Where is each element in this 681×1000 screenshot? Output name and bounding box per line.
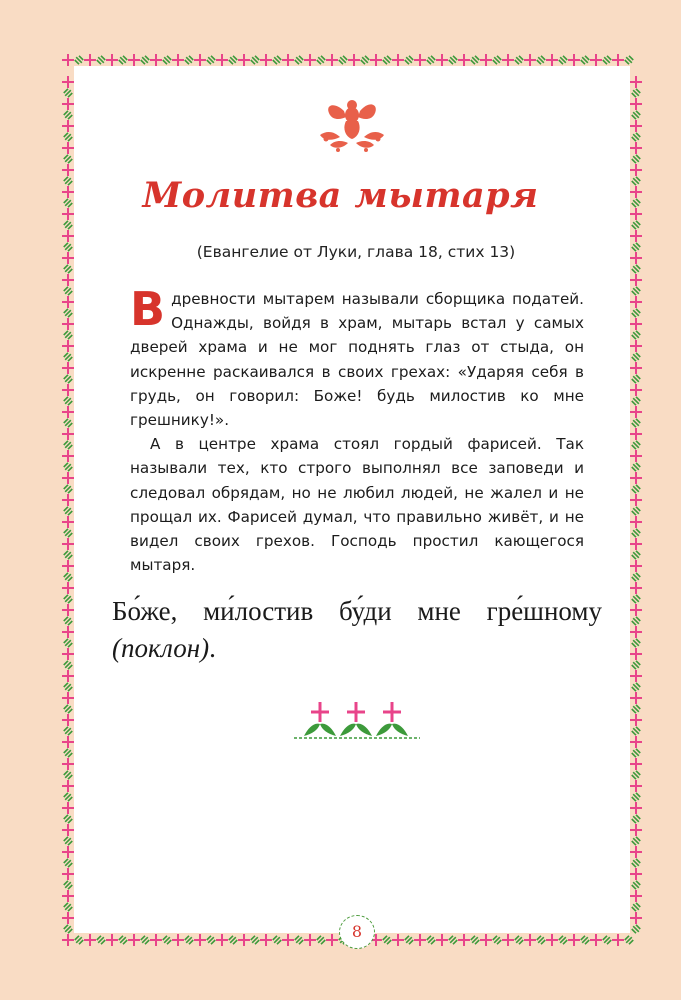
border-flower — [630, 120, 642, 132]
border-flower — [62, 76, 74, 88]
border-flower — [62, 670, 74, 682]
border-flower — [348, 54, 360, 66]
border-flower — [106, 54, 118, 66]
border-flower — [630, 428, 642, 440]
border-leaf — [63, 550, 73, 560]
border-flower — [62, 384, 74, 396]
border-flower — [84, 54, 96, 66]
border-leaf — [63, 638, 73, 648]
border-flower — [84, 934, 96, 946]
border-flower — [630, 868, 642, 880]
border-flower — [260, 54, 272, 66]
border-flower — [62, 846, 74, 858]
border-leaf — [558, 935, 568, 945]
border-leaf — [63, 132, 73, 142]
prayer-text: Бо́же, ми́лостив бу́ди мне гре́шному — [112, 596, 602, 626]
border-flower — [62, 736, 74, 748]
border-leaf — [631, 374, 641, 384]
border-flower — [62, 582, 74, 594]
border-flower — [62, 626, 74, 638]
border-leaf — [631, 132, 641, 142]
border-leaf — [63, 286, 73, 296]
border-flower — [62, 406, 74, 418]
border-leaf — [228, 935, 238, 945]
border-flower — [238, 54, 250, 66]
border-leaf — [624, 935, 634, 945]
border-leaf — [631, 220, 641, 230]
border-flower — [630, 98, 642, 110]
border-flower — [304, 934, 316, 946]
border-leaf — [631, 638, 641, 648]
border-flower — [414, 54, 426, 66]
border-leaf — [470, 935, 480, 945]
border-leaf — [63, 704, 73, 714]
border-flower — [62, 780, 74, 792]
border-flower — [590, 934, 602, 946]
border-leaf — [492, 55, 502, 65]
border-flower — [630, 274, 642, 286]
border-leaf — [184, 55, 194, 65]
border-leaf — [631, 440, 641, 450]
border-flower — [194, 934, 206, 946]
border-flower — [62, 560, 74, 572]
border-leaf — [338, 55, 348, 65]
border-flower — [62, 890, 74, 902]
border-flower — [480, 934, 492, 946]
border-leaf — [631, 506, 641, 516]
paragraph-2: А в центре храма стоял гордый фарисей. Так называли тех, кто строго выполнял все заповеди и следовал обрядам, но не любил людей, не жалел и не прощал их. Фарисей думал, что правильно живёт, и не видел своих грехов. Господь простил кающегося мытаря. — [130, 435, 584, 575]
border-leaf — [63, 110, 73, 120]
border-leaf — [631, 396, 641, 406]
border-flower — [62, 714, 74, 726]
border-flower — [62, 538, 74, 550]
border-leaf — [631, 594, 641, 604]
border-leaf — [184, 935, 194, 945]
border-flower — [458, 54, 470, 66]
border-flower — [630, 384, 642, 396]
border-flower — [260, 934, 272, 946]
border-leaf — [631, 836, 641, 846]
border-flower — [630, 780, 642, 792]
border-leaf — [140, 55, 150, 65]
border-leaf — [448, 55, 458, 65]
border-leaf — [631, 814, 641, 824]
border-leaf — [536, 55, 546, 65]
border-flower — [612, 54, 624, 66]
border-leaf — [63, 836, 73, 846]
border-leaf — [631, 660, 641, 670]
border-leaf — [206, 935, 216, 945]
border-flower — [62, 868, 74, 880]
border-leaf — [63, 88, 73, 98]
border-leaf — [63, 440, 73, 450]
border-leaf — [63, 528, 73, 538]
border-leaf — [404, 935, 414, 945]
border-flower — [62, 472, 74, 484]
border-flower — [630, 846, 642, 858]
drop-cap: В — [130, 282, 166, 336]
border-leaf — [63, 484, 73, 494]
border-leaf — [631, 352, 641, 362]
border-flower — [502, 934, 514, 946]
prayer-note: (поклон) — [112, 633, 210, 663]
border-leaf — [448, 935, 458, 945]
border-leaf — [63, 308, 73, 318]
border-leaf — [63, 660, 73, 670]
border-flower — [128, 934, 140, 946]
border-flower — [62, 604, 74, 616]
paragraph-1 — [130, 282, 584, 432]
border-flower — [458, 934, 470, 946]
border-leaf — [63, 858, 73, 868]
border-flower — [62, 296, 74, 308]
border-flower — [370, 54, 382, 66]
border-leaf — [63, 616, 73, 626]
border-flower — [62, 142, 74, 154]
border-leaf — [580, 55, 590, 65]
border-leaf — [63, 352, 73, 362]
border-leaf — [63, 374, 73, 384]
border-flower — [62, 494, 74, 506]
border-leaf — [63, 902, 73, 912]
border-leaf — [63, 506, 73, 516]
border-flower — [62, 362, 74, 374]
border-flower — [630, 670, 642, 682]
border-flower — [630, 582, 642, 594]
border-flower — [282, 54, 294, 66]
border-flower — [630, 450, 642, 462]
border-leaf — [514, 55, 524, 65]
border-leaf — [404, 55, 414, 65]
border-flower — [326, 54, 338, 66]
border-flower — [172, 934, 184, 946]
border-flower — [436, 934, 448, 946]
border-leaf — [316, 935, 326, 945]
border-leaf — [631, 154, 641, 164]
border-flower — [62, 120, 74, 132]
border-leaf — [272, 935, 282, 945]
border-flower — [630, 516, 642, 528]
border-leaf — [118, 55, 128, 65]
border-leaf — [631, 418, 641, 428]
border-leaf — [63, 462, 73, 472]
border-flower — [62, 824, 74, 836]
border-leaf — [631, 88, 641, 98]
border-flower — [62, 758, 74, 770]
border-flower — [172, 54, 184, 66]
border-leaf — [558, 55, 568, 65]
border-flower — [630, 912, 642, 924]
border-leaf — [631, 264, 641, 274]
border-leaf — [360, 55, 370, 65]
page-number: 8 — [339, 915, 375, 949]
border-flower — [194, 54, 206, 66]
border-flower — [238, 934, 250, 946]
border-flower — [150, 934, 162, 946]
border-leaf — [631, 308, 641, 318]
border-leaf — [74, 935, 84, 945]
border-flower — [630, 494, 642, 506]
border-flower — [414, 934, 426, 946]
border-flower — [630, 538, 642, 550]
border-leaf — [382, 55, 392, 65]
border-flower — [436, 54, 448, 66]
border-flower — [630, 362, 642, 374]
border-leaf — [631, 704, 641, 714]
border-leaf — [631, 682, 641, 692]
border-leaf — [63, 220, 73, 230]
border-leaf — [382, 935, 392, 945]
prayer-end: . — [209, 633, 216, 663]
border-leaf — [63, 880, 73, 890]
border-flower — [62, 428, 74, 440]
border-leaf — [118, 935, 128, 945]
border-flower — [546, 54, 558, 66]
border-flower — [630, 230, 642, 242]
border-flower — [62, 802, 74, 814]
border-flower — [630, 626, 642, 638]
border-flower — [546, 934, 558, 946]
border-leaf — [426, 935, 436, 945]
border-flower — [326, 934, 338, 946]
paragraph-1-text: древности мытарем называли сборщика податей. Однажды, войдя в храм, мытарь встал у самых дверей храма и не мог поднять глаз от стыда, он искренне раскаивался в своих грехах: «Ударяя себя в грудь, он говорил: Боже! будь милостив ко мне грешнику!». — [130, 290, 584, 430]
border-flower — [62, 274, 74, 286]
angel-ornament-icon — [316, 95, 388, 155]
border-flower — [150, 54, 162, 66]
border-leaf — [140, 935, 150, 945]
border-leaf — [294, 55, 304, 65]
border-flower — [630, 604, 642, 616]
scripture-reference: (Евангелие от Луки, глава 18, стих 13) — [196, 243, 516, 261]
border-leaf — [63, 682, 73, 692]
border-flower — [524, 54, 536, 66]
border-leaf — [96, 55, 106, 65]
border-flower — [630, 714, 642, 726]
border-flower — [630, 406, 642, 418]
border-flower — [630, 890, 642, 902]
border-flower — [128, 54, 140, 66]
border-flower — [630, 802, 642, 814]
border-flower — [62, 692, 74, 704]
border-leaf — [631, 550, 641, 560]
border-leaf — [162, 55, 172, 65]
border-leaf — [624, 55, 634, 65]
border-flower — [62, 648, 74, 660]
border-leaf — [272, 55, 282, 65]
border-leaf — [631, 616, 641, 626]
border-flower — [524, 934, 536, 946]
border-leaf — [602, 935, 612, 945]
border-flower — [62, 230, 74, 242]
border-leaf — [228, 55, 238, 65]
border-leaf — [631, 528, 641, 538]
border-leaf — [63, 264, 73, 274]
border-flower — [630, 824, 642, 836]
border-leaf — [63, 792, 73, 802]
border-leaf — [492, 935, 502, 945]
border-leaf — [250, 55, 260, 65]
border-leaf — [631, 880, 641, 890]
border-flower — [612, 934, 624, 946]
border-flower — [392, 934, 404, 946]
three-flowers-icon — [292, 700, 422, 742]
border-flower — [590, 54, 602, 66]
border-flower — [630, 648, 642, 660]
border-flower — [62, 516, 74, 528]
border-leaf — [631, 748, 641, 758]
border-flower — [62, 318, 74, 330]
border-leaf — [63, 814, 73, 824]
border-flower — [502, 54, 514, 66]
border-flower — [630, 758, 642, 770]
border-leaf — [63, 924, 73, 934]
border-flower — [480, 54, 492, 66]
border-leaf — [426, 55, 436, 65]
border-leaf — [631, 924, 641, 934]
border-leaf — [63, 572, 73, 582]
story-text — [130, 282, 584, 577]
border-flower — [282, 934, 294, 946]
border-leaf — [63, 154, 73, 164]
border-leaf — [631, 330, 641, 340]
border-flower — [392, 54, 404, 66]
border-leaf — [470, 55, 480, 65]
border-leaf — [580, 935, 590, 945]
border-leaf — [63, 330, 73, 340]
border-flower — [62, 98, 74, 110]
border-leaf — [63, 418, 73, 428]
border-leaf — [631, 858, 641, 868]
border-flower — [304, 54, 316, 66]
border-leaf — [96, 935, 106, 945]
border-leaf — [63, 748, 73, 758]
border-leaf — [74, 55, 84, 65]
border-leaf — [631, 484, 641, 494]
border-flower — [630, 472, 642, 484]
border-leaf — [63, 396, 73, 406]
border-leaf — [250, 935, 260, 945]
border-leaf — [162, 935, 172, 945]
border-flower — [630, 736, 642, 748]
border-leaf — [294, 935, 304, 945]
border-flower — [106, 934, 118, 946]
border-flower — [630, 76, 642, 88]
border-flower — [62, 340, 74, 352]
border-leaf — [631, 726, 641, 736]
border-leaf — [63, 594, 73, 604]
border-flower — [62, 912, 74, 924]
border-leaf — [631, 770, 641, 780]
border-flower — [568, 54, 580, 66]
border-flower — [216, 934, 228, 946]
border-leaf — [206, 55, 216, 65]
border-flower — [630, 142, 642, 154]
border-flower — [630, 560, 642, 572]
prayer-tail — [112, 631, 216, 666]
border-flower — [62, 54, 74, 66]
border-leaf — [63, 726, 73, 736]
border-leaf — [631, 462, 641, 472]
border-flower — [630, 692, 642, 704]
border-flower — [216, 54, 228, 66]
border-flower — [630, 296, 642, 308]
border-leaf — [63, 770, 73, 780]
border-flower — [568, 934, 580, 946]
border-leaf — [536, 935, 546, 945]
border-leaf — [316, 55, 326, 65]
border-leaf — [631, 110, 641, 120]
page-title: Молитва мытаря — [142, 175, 539, 216]
border-leaf — [631, 902, 641, 912]
border-flower — [630, 340, 642, 352]
border-leaf — [631, 286, 641, 296]
border-flower — [630, 318, 642, 330]
border-flower — [62, 450, 74, 462]
border-leaf — [631, 572, 641, 582]
border-leaf — [631, 792, 641, 802]
border-flower — [62, 934, 74, 946]
border-leaf — [514, 935, 524, 945]
border-leaf — [602, 55, 612, 65]
